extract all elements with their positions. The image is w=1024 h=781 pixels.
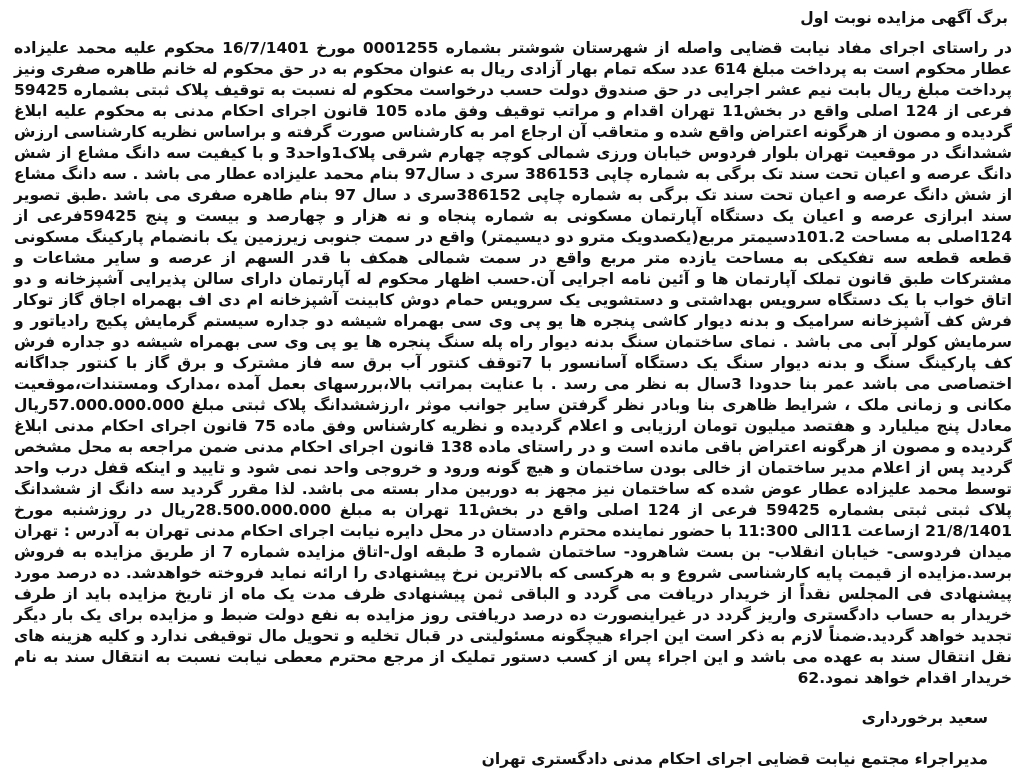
- notice-title: برگ آگهی مزایده نوبت اول: [800, 9, 1008, 27]
- signature-block: [482, 708, 988, 770]
- notice-body-text: در راستای اجرای مفاد نیابت قضایی واصله از شهرستان شوشتر بشماره 0001255 مورخ 16/7/1401 محکوم علیه محمد علیزاده عطار محکوم است به پرداخت مبلغ 614 عدد سکه تمام بهار آزادی ریال به عنوان محکوم به در حق محکوم له خانم طاهره صفری ونیز پرداخت مبلغ ریال بابت نیم عشر اجرایی در حق صندوق دولت حسب درخواست محکوم له نسبت به توقیف پلاک ثبتی بشماره 59425 فرعی از 124 اصلی واقع در بخش11 تهران اقدام و مراتب توقیف وفق ماده 105 قانون اجرای احکام مدنی به محکوم علیه ابلاغ گردیده و مصون از هرگونه اعتراض واقع شده و متعاقب آن ارجاع امر به کارشناس صورت گرفته و براساس نظریه کارشناسی ارزش ششدانگ در موقعیت تهران بلوار فردوس خیابان ورزی شمالی کوچه چهارم شرقی پلاک1واحد3 و با کیفیت سه دانگ مشاع از شش دانگ عرصه و اعیان تحت سند تک برگی به شماره چاپی 386153 سری د سال97 بنام محمد علیزاده عطار می باشد . سه دانگ مشاع از شش دانگ عرصه و اعیان تحت سند تک برگی به شماره چاپی 386152سری د سال 97 بنام طاهره صفری می باشد .طبق تصویر سند ابرازی عرصه و اعیان یک دستگاه آپارتمان مسکونی به شماره پنجاه و نه هزار و چهارصد و بیست و پنج 59425فرعی از 124اصلی به مساحت 101.2دسیمتر مربع(یکصدویک مترو دو دیسیمتر) واقع در سمت جنوبی زیرزمین یک بانضمام پارکینگ مسکونی قطعه قطعه سه تفکیکی به مساحت یازده متر مربع واقع در سمت شمالی همکف با قدر السهم از عرصه و سایر مشاعات و مشترکات طبق قانون تملک آپارتمان ها و آئین نامه اجرایی آن.حسب اظهار محکوم له آپارتمان دارای سالن پذیرایی آشپزخانه و دو اتاق خواب با یک دستگاه سرویس بهداشتی و دستشویی یک سرویس حمام دوش کابینت آشپزخانه ام دی اف بهمراه اجاق گاز توکار فرش کف آشپزخانه سرامیک و بدنه دیوار کاشی پنجره ها یو پی وی سی بهمراه شیشه دو جداره سیستم گرمایش پکیج رادیاتور و سرمایش کولر آبی می باشد . نمای ساختمان سنگ بدنه دیوار راه پله سنگ پنجره ها یو پی وی سی بهمراه شیشه دو جداره فرش کف پارکینگ سنگ و بدنه دیوار سنگ یک دستگاه آسانسور با 7توقف کنتور آب برق سه فاز مشترک و برق گاز با کنتور جداگانه اختصاصی می باشد عمر بنا حدودا 3سال به نظر می رسد . با عنایت بمراتب بالا،بررسهای بعمل آمده ،مدارک ومستندات،موقعیت مکانی و زمانی ملک ، شرایط ظاهری بنا وبادر نظر گرفتن سایر جوانب موثر ،ارزششدانگ پلاک ثبتی مبلغ 57.000.000.000ریال معادل پنج میلیارد و هفتصد میلیون تومان ارزیابی و اعلام گردیده و نظریه کارشناس وفق ماده 75 قانون اجرای احکام مدنی ابلاغ گردیده و مصون از هرگونه اعتراض باقی مانده است و در راستای ماده 138 قانون اجرای احکام مدنی ضمن مراجعه به محل مشخص گردید پس از اعلام مدیر ساختمان از خالی بودن ساختمان و هیچ گونه ورود و خروجی واحد نمی شود و تایید و اینکه قفل درب واحد توسط محمد علیزاده عطار عوض شده که ساختمان نیز مجهز به دوربین مدار بسته می باشد. لذا مقرر گردید سه دانگ از ششدانگ پلاک ثبتی ثبتی بشماره 59425 فرعی از 124 اصلی واقع در بخش11 تهران به مبلغ 28.500.000.000ریال در روزشنبه مورخ 21/8/1401 ازساعت 11الی 11:300 با حضور نماینده محترم دادستان در محل دایره نیابت اجرای احکام مدنی تهران به آدرس : تهران میدان فردوسی- خیابان انقلاب- بن بست شاهرود- ساختمان شماره 3 طبقه اول-اتاق مزایده شماره 7 از طریق مزایده به فروش برسد.مزایده از قیمت پایه کارشناسی شروع و به هرکسی که بالاترین نرخ پیشنهادی را ارائه نماید فروخته خواهدشد. ده درصد مورد پیشنهادی فی المجلس نقداً از خریدار دریافت می گردد و الباقی ثمن پیشنهادی ظرف مدت یک ماه از تاریخ مزایده باید از طرف خریدار به حساب دادگستری واریز گردد در غیراینصورت ده درصد دریافتی روز مزایده به نفع دولت ضبط و مزایده برای یک بار دیگر تجدید خواهد گردید.ضمناً لازم به ذکر است این اجراء هیچگونه مسئولیتی در قبال تخلیه و تحویل مال توقیفی ندارد و کلیه هزینه های نقل انتقال سند به عهده می باشد و این اجراء پس از کسب دستور تملیک از مرجع محترم معطی نیابت نسبت به انتقال سند به نام خریدار اقدام خواهد نمود.62: [14, 39, 1013, 687]
- signatory-name: سعید برخورداری: [861, 709, 988, 727]
- signatory-title: مدیراجراء مجتمع نیابت قضایی اجرای احکام مدنی دادگستری تهران: [481, 750, 988, 768]
